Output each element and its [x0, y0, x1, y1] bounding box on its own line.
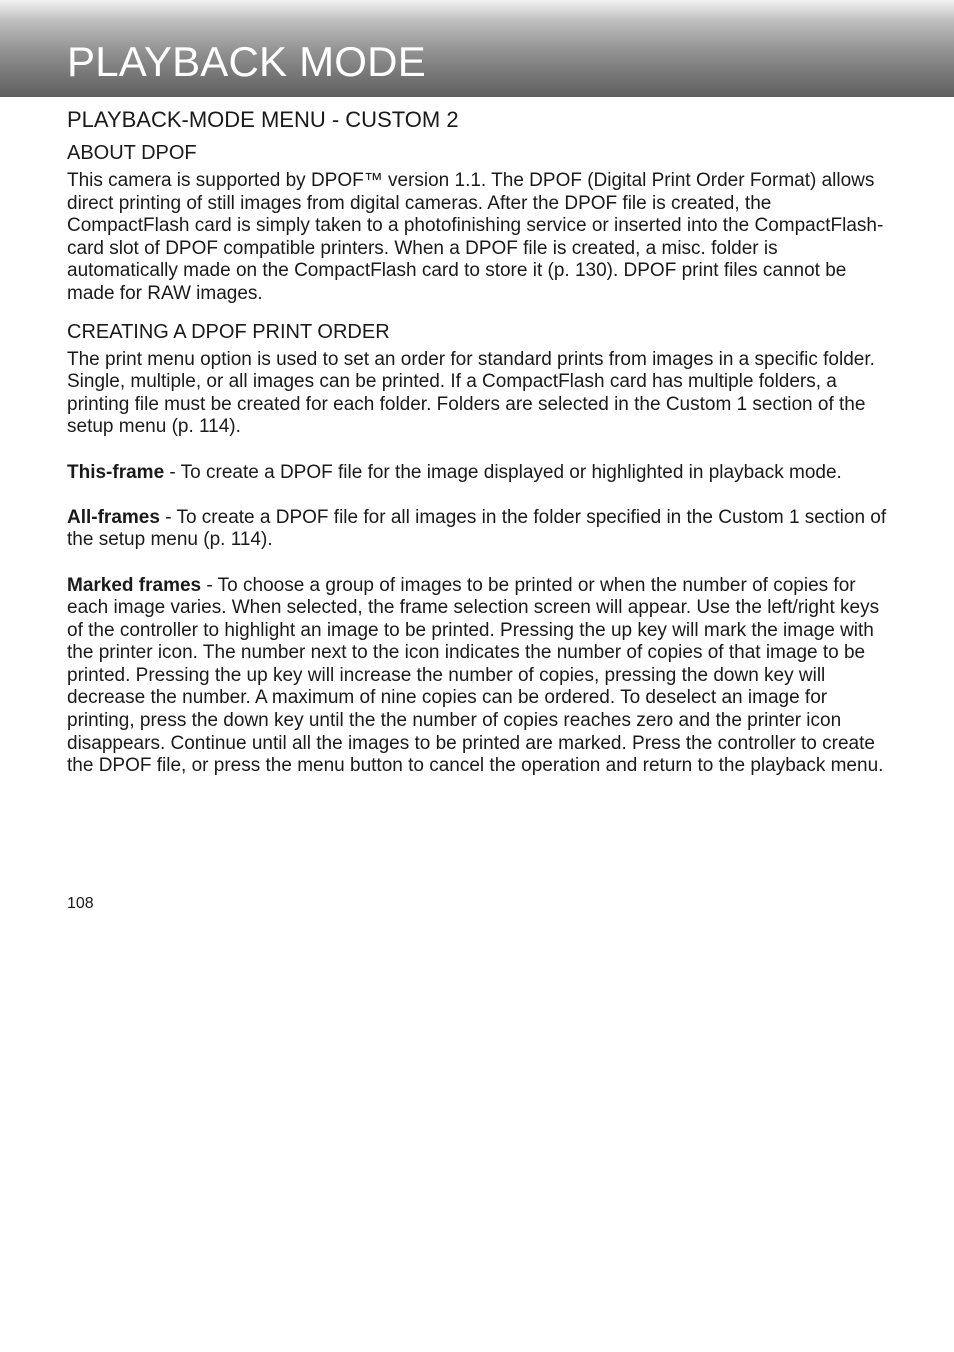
- option-description: - To create a DPOF file for the image displayed or highlighted in playback mode.: [164, 461, 842, 483]
- option-marked-frames: [67, 575, 892, 778]
- creating-order-heading: CREATING A DPOF PRINT ORDER: [67, 320, 390, 343]
- option-all-frames: [67, 507, 892, 552]
- chapter-title: PLAYBACK MODE: [67, 38, 426, 85]
- option-term: This-frame: [67, 461, 165, 483]
- option-term: All-frames: [67, 506, 160, 528]
- option-term: Marked frames: [67, 574, 202, 596]
- about-dpof-heading: ABOUT DPOF: [67, 142, 197, 164]
- page-number: 108: [67, 895, 94, 912]
- page-content: [67, 106, 892, 778]
- option-this-frame: [67, 462, 892, 485]
- about-dpof-paragraph: This camera is supported by DPOF™ version 1.1. The DPOF (Digital Print Order Format) allows direct printing of still images from digital cameras. After the DPOF file is created, the CompactFlash card is simply taken to a photofinishing service or inserted into the CompactFlash-card slot of DPOF compatible printers. When a DPOF file is created, a misc. folder is automatically made on the CompactFlash card to store it (p. 130). DPOF print files cannot be made for RAW images.: [67, 170, 884, 304]
- option-description: - To choose a group of images to be printed or when the number of copies for each image varies. When selected, the frame selection screen will appear. Use the left/right keys of the controller to highlight an image to be printed. Pressing the up key will mark the image with the printer icon. The number next to the icon indicates the number of copies of that image to be printed. Pressing the up key will increase the number of copies, pressing the down key will decrease the number. A maximum of nine copies can be ordered. To deselect an image for printing, press the down key until the the number of copies reaches zero and the printer icon disappears. Continue until all the images to be printed are marked. Press the controller to create the DPOF file, or press the menu button to cancel the operation and return to the playback menu.: [67, 574, 884, 777]
- chapter-header-band: [0, 0, 954, 97]
- option-description: - To create a DPOF file for all images in the folder specified in the Custom 1 section of the setup menu (p. 114).: [67, 506, 887, 551]
- creating-order-paragraph: The print menu option is used to set an order for standard prints from images in a specific folder. Single, multiple, or all images can be printed. If a CompactFlash card has multiple folders, a printing file must be created for each folder. Folders are selected in the Custom 1 section of the setup menu (p. 114).: [67, 348, 875, 438]
- section-title: PLAYBACK-MODE MENU - CUSTOM 2: [67, 107, 459, 132]
